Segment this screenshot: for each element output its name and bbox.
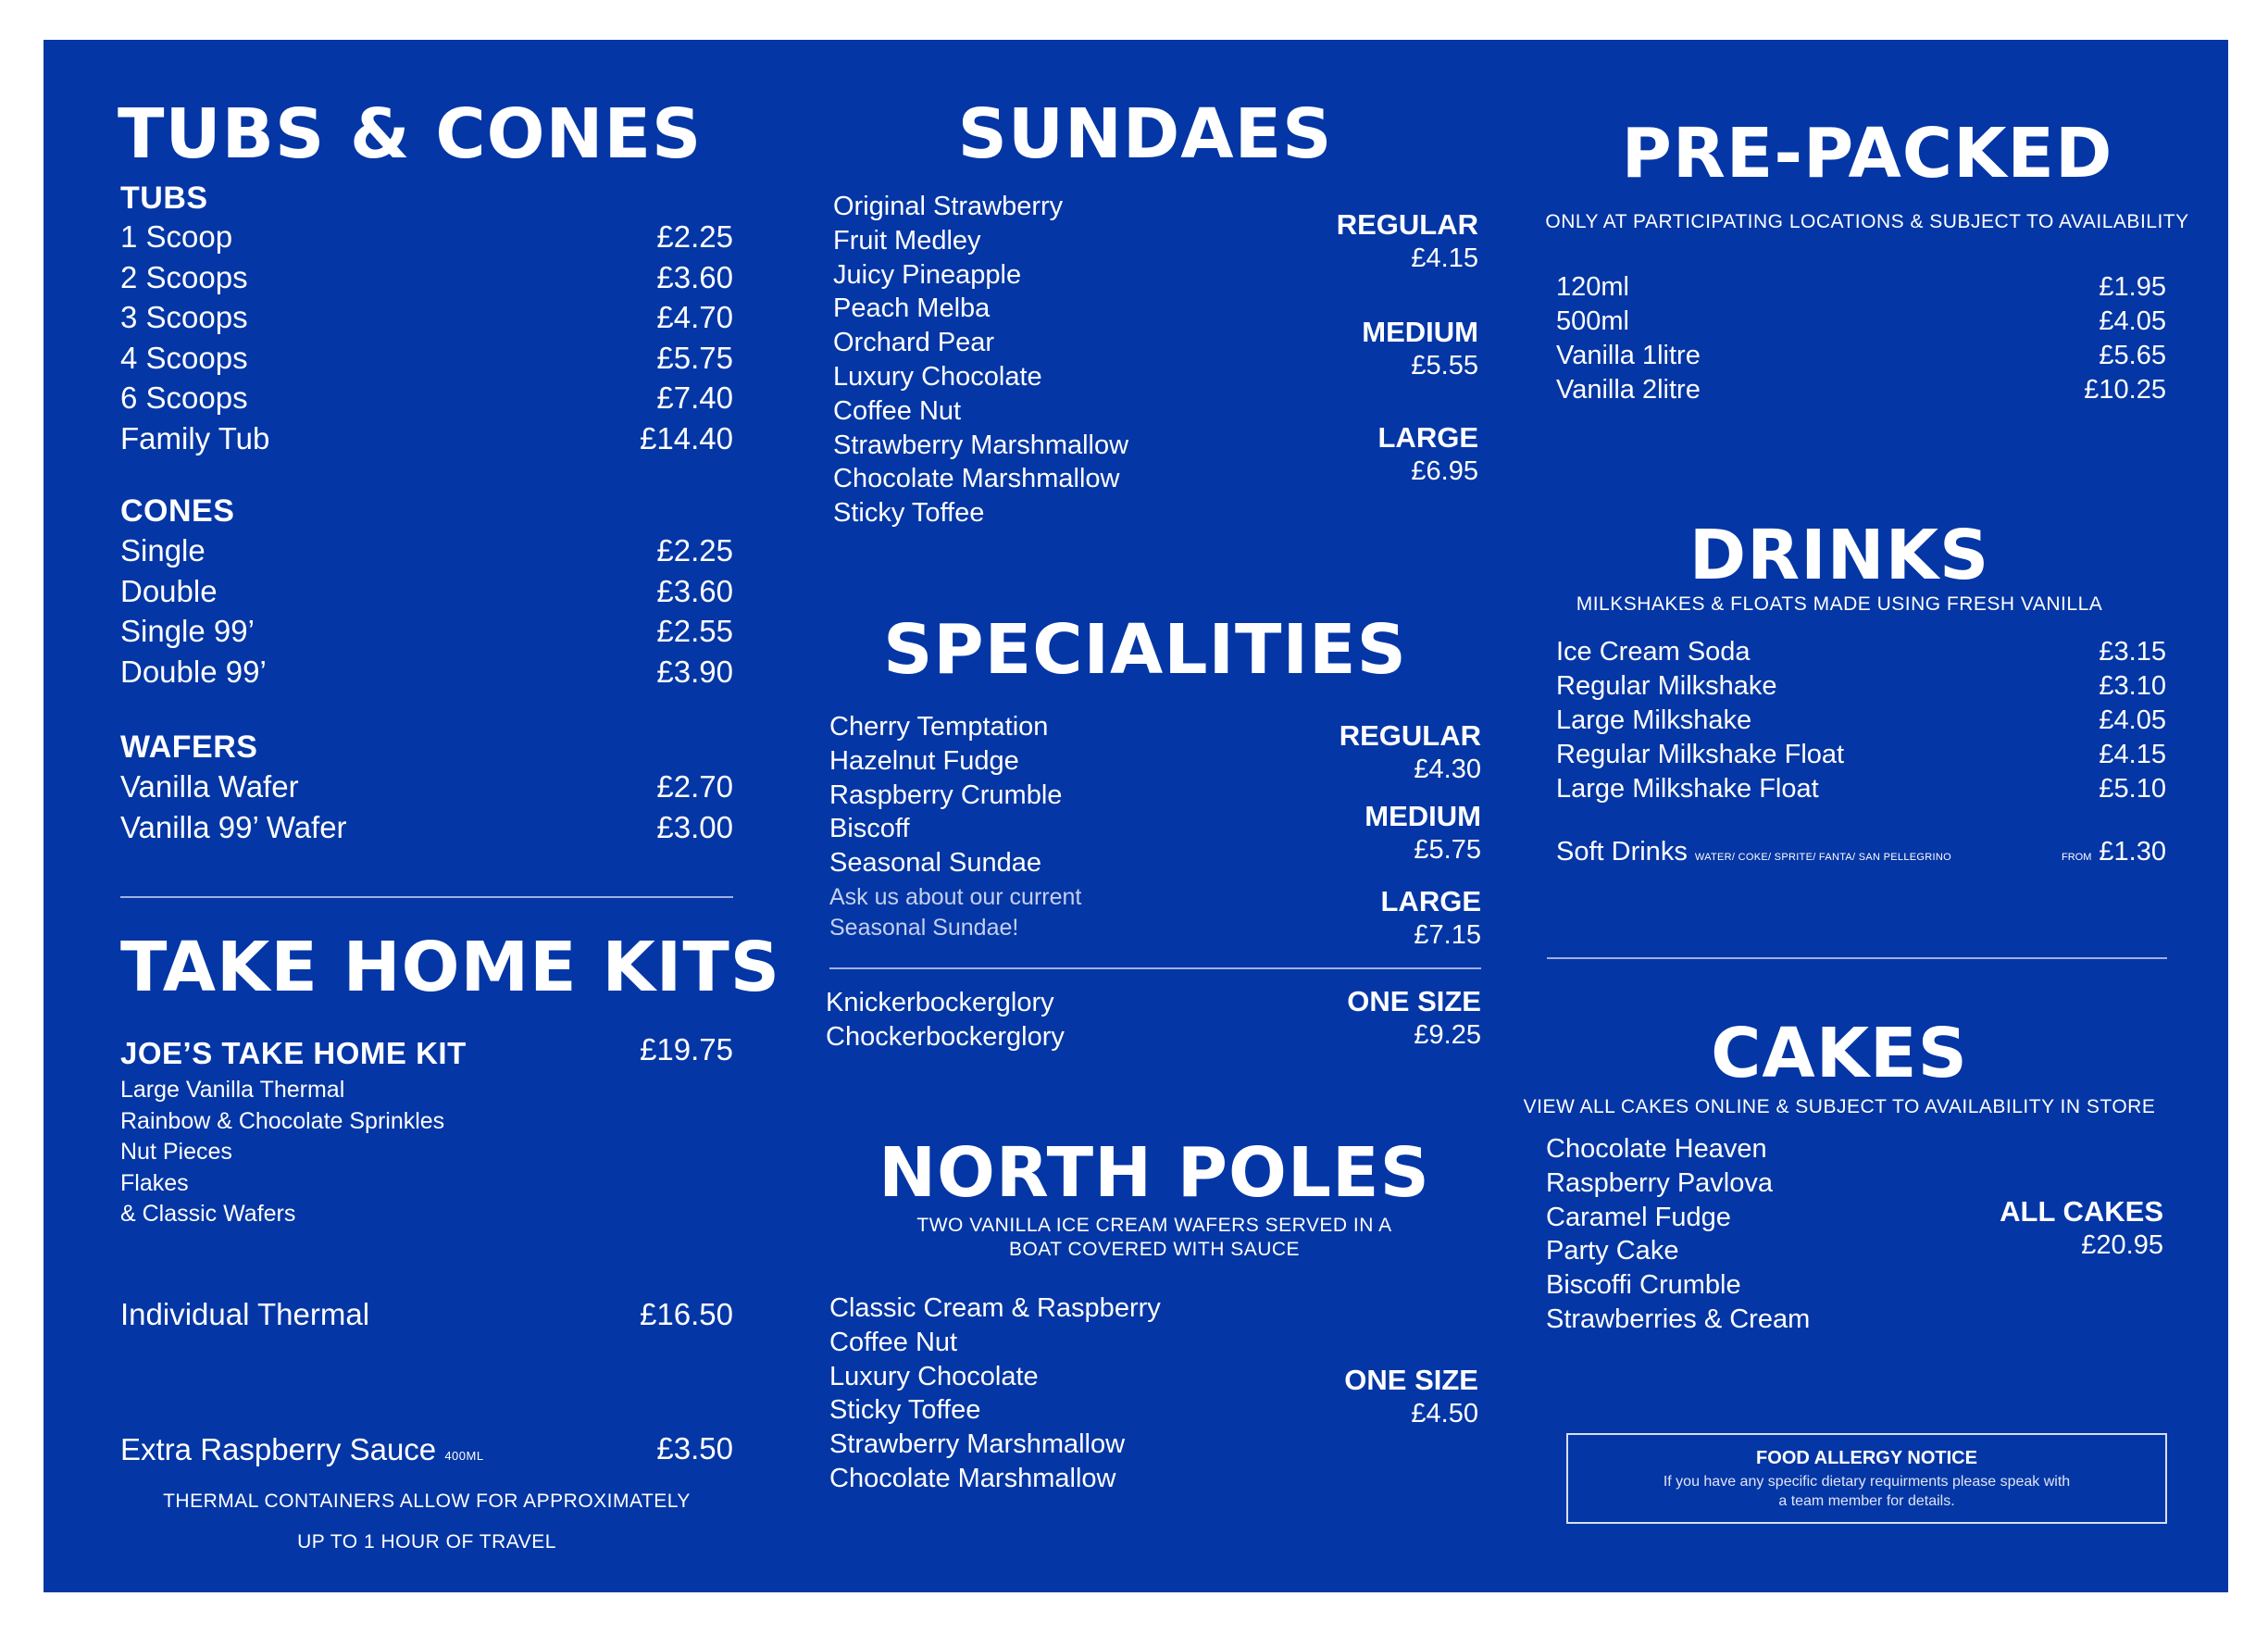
divider [120,896,733,898]
cone-item-name: Double 99’ [120,654,267,689]
cakes-title: CAKES [1711,1014,1968,1093]
pre-packed-title: PRE-PACKED [1621,114,2113,193]
north-poles-list [829,1291,1161,1496]
cakes-list [1546,1132,1810,1337]
speciality-regular-price: £4.30 [1414,755,1481,784]
speciality-item: Biscoff [829,814,910,844]
kit-name: JOE’S TAKE HOME KIT [120,1036,467,1070]
tub-item-price: £2.25 [656,219,733,254]
seasonal-note [829,882,1081,943]
sundae-large-price: £6.95 [1411,456,1478,486]
speciality-item: Hazelnut Fudge [829,745,1019,776]
sundaes-title: SUNDAES [957,94,1333,174]
soft-drinks-name: Soft Drinks [1556,837,1688,867]
drink-item-name: Ice Cream Soda [1556,637,1751,667]
tubs-heading: TUBS [120,181,208,216]
speciality-large-price: £7.15 [1414,920,1481,950]
tub-item-name: 1 Scoop [120,219,233,254]
pre-packed-item-name: 120ml [1556,272,1629,302]
soft-drinks-line [1556,839,1951,866]
sundae-item: Sticky Toffee [833,498,985,529]
thermal-note-line1: THERMAL CONTAINERS ALLOW FOR APPROXIMATELY [163,1491,691,1512]
drink-item-name: Regular Milkshake [1556,671,1777,701]
cone-item-price: £2.55 [656,614,733,648]
divider [829,967,1481,969]
tub-item-price: £5.75 [656,340,733,375]
glory-list [826,986,1065,1054]
tub-item-name: 6 Scoops [120,380,248,415]
sundae-item: Fruit Medley [833,225,981,256]
drink-item-price: £4.05 [2099,705,2166,735]
tub-item-name: 3 Scoops [120,300,248,334]
drinks-title: DRINKS [1689,516,1990,595]
pre-packed-item-price: £4.05 [2099,306,2166,336]
pre-packed-item-name: Vanilla 1litre [1556,341,1701,370]
all-cakes-label: ALL CAKES [2000,1195,2163,1228]
tub-item-name: 2 Scoops [120,259,248,294]
north-poles-note-line2: BOAT COVERED WITH SAUCE [1008,1239,1301,1260]
wafer-item-name: Vanilla 99’ Wafer [120,809,347,844]
cake-item: Chocolate Heaven [1546,1134,1767,1164]
allergy-title: FOOD ALLERGY NOTICE [1756,1448,1977,1468]
thermal-price: £16.50 [640,1297,733,1331]
sundae-item: Original Strawberry [833,192,1064,221]
sauce-name-line [120,1434,484,1465]
cake-item: Caramel Fudge [1546,1202,1731,1232]
pre-packed-item-price: £10.25 [2084,375,2166,405]
speciality-medium-price: £5.75 [1414,835,1481,865]
pre-packed-item-price: £1.95 [2099,272,2166,302]
allergy-notice-box [1566,1433,2167,1524]
allergy-line2: a team member for details. [1778,1493,1955,1509]
specialities-title: SPECIALITIES [883,610,1407,690]
tub-item-price: £14.40 [640,420,733,455]
drink-item-name: Large Milkshake Float [1556,774,1819,804]
wafer-item-price: £3.00 [656,809,733,844]
cone-item-price: £2.25 [656,533,733,568]
sundae-medium-price: £5.55 [1411,351,1478,380]
tub-item-price: £7.40 [656,380,733,415]
drink-item-price: £4.15 [2099,740,2166,769]
north-poles-size-label: ONE SIZE [1344,1364,1478,1396]
tubs-cones-title: TUBS & CONES [118,94,703,174]
pre-packed-item-name: 500ml [1556,306,1629,336]
sundae-large-label: LARGE [1377,421,1478,454]
north-pole-item: Strawberry Marshmallow [829,1429,1126,1460]
speciality-item: Raspberry Crumble [829,780,1063,810]
soft-drinks-from: FROM [2061,852,2092,863]
menu-board [44,40,2228,1592]
sauce-size: 400ML [444,1449,484,1463]
drink-item-name: Regular Milkshake Float [1556,740,1845,769]
kit-price: £19.75 [640,1032,733,1066]
north-pole-item: Luxury Chocolate [829,1361,1039,1391]
speciality-large-label: LARGE [1380,885,1481,917]
north-pole-item: Chocolate Marshmallow [829,1463,1116,1493]
sundae-item: Peach Melba [833,293,991,324]
sundae-item: Luxury Chocolate [833,361,1042,392]
north-poles-title: NORTH POLES [879,1133,1430,1213]
north-pole-item: Classic Cream & Raspberry [829,1293,1161,1323]
cake-item: Raspberry Pavlova [1546,1167,1773,1198]
kit-item: Flakes [120,1169,189,1196]
sundaes-list [833,190,1128,530]
sundae-item: Chocolate Marshmallow [833,464,1120,494]
kit-item: Large Vanilla Thermal [120,1077,345,1103]
wafers-heading: WAFERS [120,730,258,765]
drink-item-price: £3.10 [2099,671,2166,701]
cakes-note: VIEW ALL CAKES ONLINE & SUBJECT TO AVAILABILITY IN STORE [1523,1096,2156,1117]
take-home-title: TAKE HOME KITS [120,928,781,1007]
speciality-item: Cherry Temptation [829,712,1049,742]
drink-item-price: £3.15 [2099,637,2166,667]
pre-packed-item-price: £5.65 [2099,341,2166,370]
sauce-price: £3.50 [656,1431,733,1466]
cones-heading: CONES [120,493,235,529]
glory-item: Knickerbockerglory [826,988,1054,1017]
drink-item-name: Large Milkshake [1556,705,1752,735]
kit-item: Nut Pieces [120,1139,232,1165]
tub-item-name: 4 Scoops [120,340,248,375]
sundae-medium-label: MEDIUM [1362,316,1478,348]
thermal-name: Individual Thermal [120,1297,370,1331]
cake-item: Strawberries & Cream [1546,1303,1811,1334]
soft-drinks-options: WATER/ COKE/ SPRITE/ FANTA/ SAN PELLEGRINO [1694,852,1951,863]
seasonal-note-line: Seasonal Sundae! [829,915,1019,941]
speciality-item: Seasonal Sundae [829,848,1041,879]
drink-item-price: £5.10 [2099,774,2166,804]
glory-size-label: ONE SIZE [1347,985,1481,1017]
cake-item: Biscoffi Crumble [1546,1270,1741,1301]
divider [1547,957,2167,959]
thermal-note-line2: UP TO 1 HOUR OF TRAVEL [297,1531,556,1553]
specialities-list [829,710,1062,880]
kit-contents [120,1075,444,1230]
cone-item-name: Single [120,533,206,568]
pre-packed-item-name: Vanilla 2litre [1556,375,1701,405]
sundae-regular-price: £4.15 [1411,243,1478,273]
sundae-item: Juicy Pineapple [833,259,1022,290]
north-pole-item: Coffee Nut [829,1327,958,1357]
cone-item-name: Single 99’ [120,614,255,648]
seasonal-note-line: Ask us about our current [829,884,1082,910]
wafer-item-price: £2.70 [656,769,733,804]
kit-item: & Classic Wafers [120,1201,296,1227]
sundae-item: Coffee Nut [833,395,962,426]
cone-item-name: Double [120,573,218,608]
cone-item-price: £3.60 [656,573,733,608]
sundae-regular-label: REGULAR [1336,208,1478,241]
drinks-note: MILKSHAKES & FLOATS MADE USING FRESH VANILLA [1576,593,2103,615]
speciality-regular-label: REGULAR [1339,719,1481,752]
pre-packed-note: ONLY AT PARTICIPATING LOCATIONS & SUBJECT TO AVAILABILITY [1545,211,2189,232]
all-cakes-price: £20.95 [2081,1230,2163,1260]
sundae-item: Strawberry Marshmallow [833,430,1129,460]
speciality-medium-label: MEDIUM [1365,800,1481,832]
cone-item-price: £3.90 [656,654,733,689]
soft-drinks-price: £1.30 [2099,837,2166,867]
sauce-name: Extra Raspberry Sauce [120,1432,437,1466]
soft-drinks-price-line [1895,839,2166,866]
glory-size-price: £9.25 [1414,1020,1481,1050]
tub-item-price: £3.60 [656,259,733,294]
north-poles-note-line1: TWO VANILLA ICE CREAM WAFERS SERVED IN A [916,1215,1392,1236]
tub-item-price: £4.70 [656,300,733,334]
wafer-item-name: Vanilla Wafer [120,769,299,804]
glory-item: Chockerbockerglory [826,1021,1065,1052]
allergy-line1: If you have any specific dietary requirments please speak with [1663,1474,2071,1490]
tub-item-name: Family Tub [120,420,270,455]
kit-item: Rainbow & Chocolate Sprinkles [120,1107,445,1134]
north-poles-size-price: £4.50 [1411,1399,1478,1428]
cake-item: Party Cake [1546,1236,1679,1266]
north-pole-item: Sticky Toffee [829,1395,981,1426]
sundae-item: Orchard Pear [833,328,995,358]
